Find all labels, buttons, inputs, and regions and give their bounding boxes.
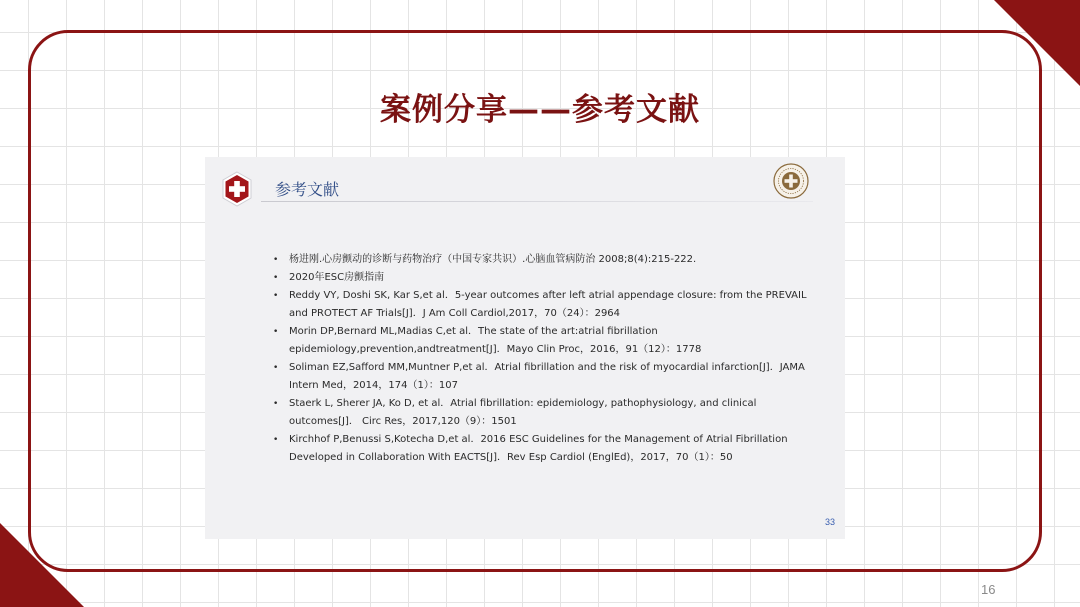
reference-item: • Staerk L, Sherer JA, Ko D, et al．Atrial fibrillation: epidemiology, pathophysiology, and clinical outcomes[J]． Circ Res，2017,120（9）：1501	[273, 395, 809, 431]
reference-item: • Soliman EZ,Safford MM,Muntner P,et al．Atrial fibrillation and the risk of myocardial infarction[J]．JAMA Intern Med，2014，174（1）：107	[273, 359, 809, 395]
panel-page-number: 33	[824, 517, 835, 527]
reference-item: • Reddy VY, Doshi SK, Kar S,et al．5-year outcomes after left atrial appendage closure: from the PREVAIL and PROTECT AF Trials[J]．J Am Coll Cardiol,2017，70（24）：2964	[273, 287, 809, 323]
slide-title: 案例分享——参考文献	[380, 92, 700, 128]
panel-heading: 参考文献	[275, 180, 340, 199]
heading-divider	[261, 201, 813, 202]
medical-cross-hexagon-icon	[221, 171, 253, 207]
reference-item: • Morin DP,Bernard ML,Madias C,et al．The state of the art:atrial fibrillation epidemiology,prevention,andtreatment[J]．Mayo Clin Proc，2016，91（12）：1778	[273, 323, 809, 359]
reference-panel	[205, 157, 845, 539]
reference-item: • 杨进刚.心房颤动的诊断与药物治疗（中国专家共识）.心脑血管病防治 2008;8(4):215-222.	[273, 251, 809, 269]
reference-list	[273, 251, 809, 467]
institution-seal-logo	[773, 163, 809, 199]
slide-page-number: 16	[981, 582, 996, 597]
reference-item: • 2020年ESC房颤指南	[273, 269, 809, 287]
reference-item: • Kirchhof P,Benussi S,Kotecha D,et al．2016 ESC Guidelines for the Management of Atrial Fibrillation Developed in Collaboration With EACTS[J]．Rev Esp Cardiol (EnglEd)，2017，70（1）：50	[273, 431, 809, 467]
